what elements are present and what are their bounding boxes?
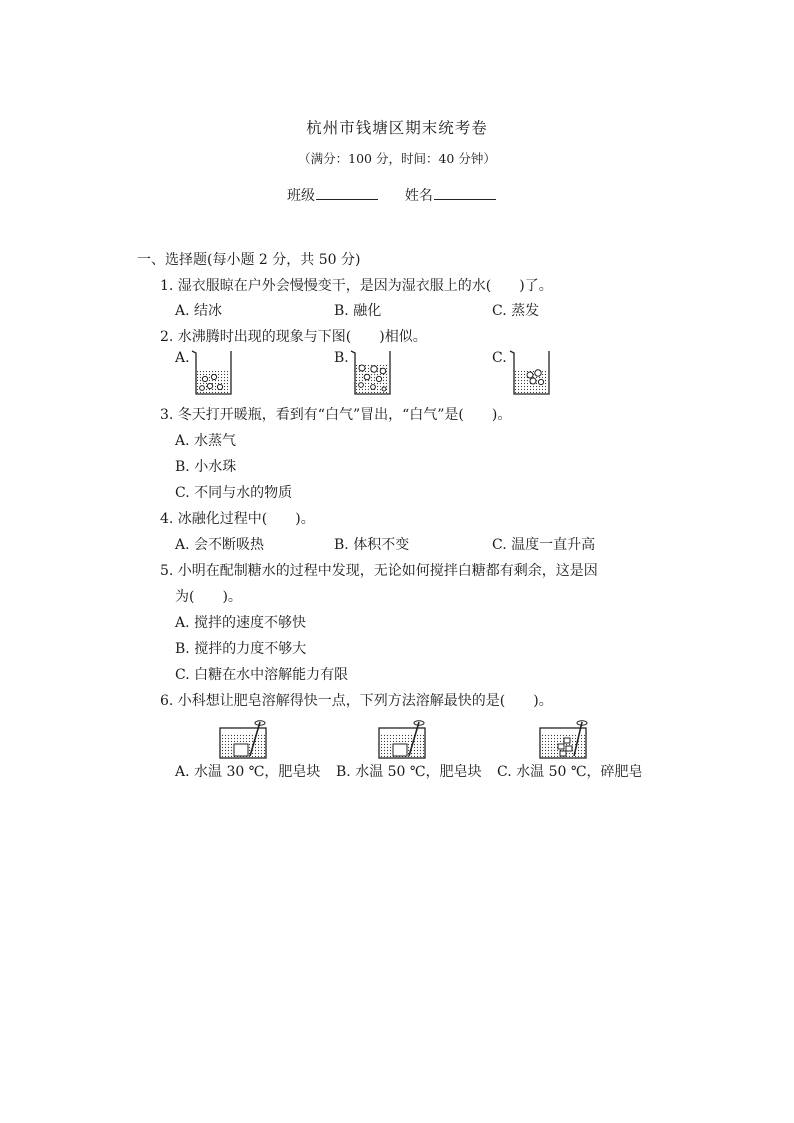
question-4-option-b[interactable]: B. 体积不变 <box>334 537 410 553</box>
question-3-option-b[interactable]: B. 小水珠 <box>175 459 237 475</box>
question-2-option-c[interactable]: C. <box>492 350 507 366</box>
exam-subtitle: （满分：100 分，时间：40 分钟） <box>298 151 496 166</box>
question-5-option-a[interactable]: A. 搅拌的速度不够快 <box>175 615 307 631</box>
class-name-line <box>287 185 496 205</box>
question-1-option-a[interactable]: A. 结冰 <box>175 303 223 319</box>
section-heading: 一、选择题(每小题 2 分，共 50 分) <box>137 252 361 268</box>
question-4-option-c[interactable]: C. 温度一直升高 <box>492 537 596 553</box>
question-4-stem: 4. 冰融化过程中( )。 <box>160 511 315 527</box>
question-5-stem-line2: 为( )。 <box>175 589 242 605</box>
beaker-bubbles-rising-icon <box>349 349 395 397</box>
question-3-option-c[interactable]: C. 不同与水的物质 <box>175 485 293 501</box>
question-5-option-b[interactable]: B. 搅拌的力度不够大 <box>175 641 307 657</box>
name-blank[interactable] <box>434 185 496 200</box>
question-2-stem: 2. 水沸腾时出现的现象与下图( )相似。 <box>160 329 427 345</box>
question-3-option-a[interactable]: A. 水蒸气 <box>175 433 237 449</box>
question-5-stem-line1: 5. 小明在配制糖水的过程中发现，无论如何搅拌白糖都有剩余，这是因 <box>160 563 598 579</box>
question-2-option-b[interactable]: B. <box>334 350 349 366</box>
question-4-option-a[interactable]: A. 会不断吸热 <box>175 537 265 553</box>
question-1-stem: 1. 湿衣服晾在户外会慢慢变干，是因为湿衣服上的水( )了。 <box>160 278 553 294</box>
class-label: 班级 <box>287 188 315 204</box>
stirring-container-icon <box>377 716 437 760</box>
stirring-container-icon <box>538 716 598 760</box>
question-1-option-c[interactable]: C. 蒸发 <box>492 303 540 319</box>
question-1-option-b[interactable]: B. 融化 <box>334 303 382 319</box>
exam-title: 杭州市钱塘区期末统考卷 <box>306 119 488 137</box>
question-5-option-c[interactable]: C. 白糖在水中溶解能力有限 <box>175 667 349 683</box>
question-6-stem: 6. 小科想让肥皂溶解得快一点，下列方法溶解最快的是( )。 <box>160 693 553 709</box>
question-6-option-a[interactable]: A. 水温 30 ℃，肥皂块 <box>175 764 321 780</box>
beaker-bubbles-top-icon <box>508 349 554 397</box>
beaker-bubbles-bottom-icon <box>190 349 236 397</box>
class-blank[interactable] <box>316 185 378 200</box>
question-6-option-b[interactable]: B. 水温 50 ℃，肥皂块 <box>336 764 482 780</box>
question-3-stem: 3. 冬天打开暖瓶，看到有“白气”冒出，“白气”是( )。 <box>160 407 512 423</box>
question-2-option-a[interactable]: A. <box>175 350 190 366</box>
question-6-option-c[interactable]: C. 水温 50 ℃，碎肥皂 <box>497 764 643 780</box>
stirring-container-icon <box>218 716 278 760</box>
name-label: 姓名 <box>404 188 433 204</box>
